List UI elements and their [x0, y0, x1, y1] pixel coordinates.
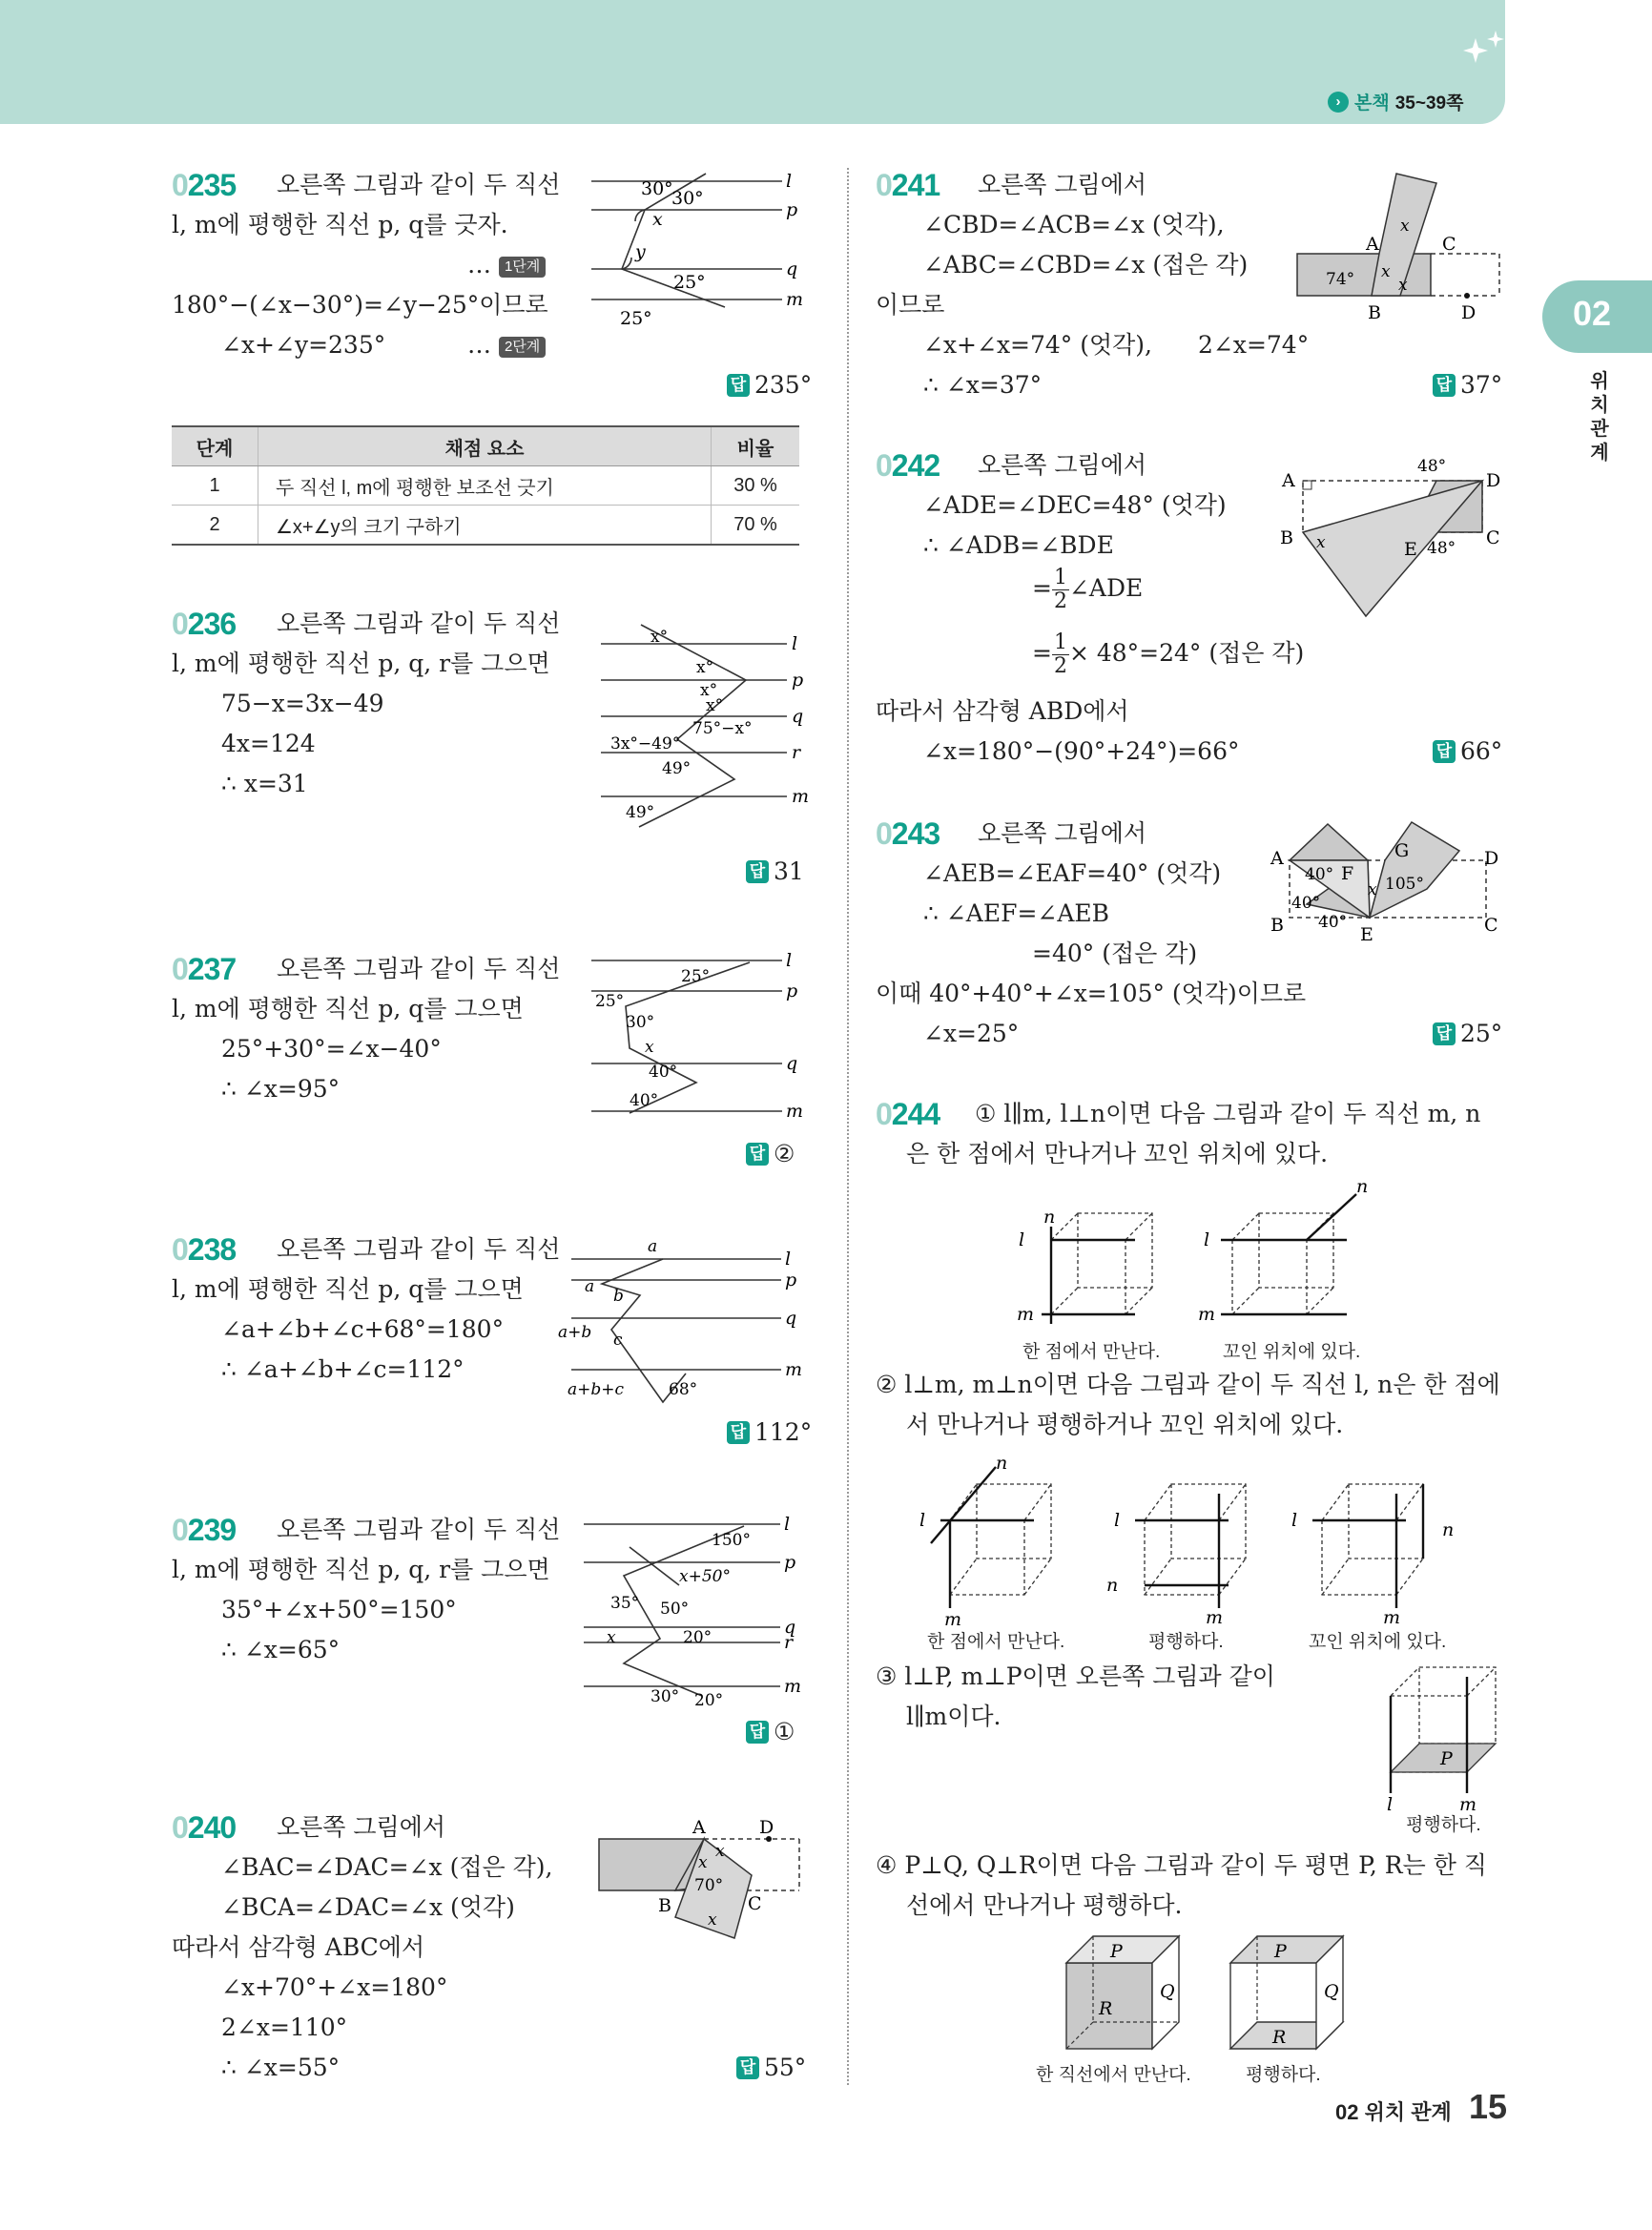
p241-line-7: ∴ ∠x=37°	[923, 371, 1043, 399]
p244-cube-2a	[916, 1453, 1078, 1630]
p235-line-4: ∠x+∠y=235°	[221, 331, 386, 359]
p242-line-7: ∠x=180°−(90°+24°)=66°	[923, 737, 1240, 765]
column-divider	[847, 168, 849, 2085]
answer-icon: 답	[746, 1143, 769, 1166]
svg-text:l: l	[919, 1510, 926, 1531]
svg-text:P: P	[1274, 1941, 1287, 1962]
problem-number-0241: 0241	[876, 168, 940, 202]
p240-line-2: ∠BAC=∠DAC=∠x (접은 각),	[221, 1853, 553, 1881]
svg-text:l: l	[1019, 1229, 1025, 1250]
svg-text:q: q	[786, 1053, 798, 1074]
svg-text:p: p	[785, 1270, 797, 1291]
p243-line-3: ∴ ∠AEF=∠AEB	[923, 899, 1110, 927]
svg-text:x: x	[607, 1628, 616, 1647]
svg-text:c: c	[613, 1331, 623, 1350]
p236-line-1: 오른쪽 그림과 같이 두 직선	[277, 609, 561, 637]
p235-answer: 답 235°	[727, 370, 812, 401]
svg-text:x: x	[708, 1910, 717, 1930]
p240-line-1: 오른쪽 그림에서	[277, 1813, 445, 1841]
p243-line-1: 오른쪽 그림에서	[978, 819, 1146, 847]
problem-number-0243: 0243	[876, 816, 940, 851]
svg-text:m: m	[786, 1101, 804, 1122]
p241-line-4: 이므로	[876, 291, 945, 319]
problem-number-0242: 0242	[876, 448, 940, 483]
svg-text:b: b	[613, 1287, 624, 1306]
svg-text:75°−x°: 75°−x°	[692, 719, 753, 738]
svg-text:p: p	[792, 670, 804, 691]
svg-text:x: x	[1381, 262, 1391, 281]
answer-icon: 답	[1433, 1022, 1456, 1045]
problem-number-0244: 0244	[876, 1097, 940, 1131]
problem-number-0240: 0240	[172, 1810, 237, 1845]
p244-item4-line1: ④ P⊥Q, Q⊥R이면 다음 그림과 같이 두 평면 P, R는 한 직	[876, 1851, 1487, 1879]
p236-line-4: 4x=124	[221, 730, 316, 757]
svg-text:x°: x°	[706, 696, 724, 715]
svg-text:l: l	[785, 1249, 792, 1270]
svg-text:x: x	[1368, 880, 1377, 899]
svg-text:q: q	[785, 1308, 797, 1329]
svg-text:l: l	[786, 171, 793, 192]
chapter-tab-number: 02	[1573, 294, 1612, 333]
svg-text:m: m	[784, 1676, 802, 1697]
svg-text:m: m	[792, 786, 810, 807]
p236-figure	[582, 615, 811, 830]
p242-line-6: 따라서 삼각형 ABD에서	[876, 697, 1129, 725]
p235-line-1: 오른쪽 그림과 같이 두 직선	[277, 171, 561, 198]
p242-line-1: 오른쪽 그림에서	[978, 451, 1146, 479]
svg-text:A: A	[692, 1817, 706, 1838]
svg-text:D: D	[1484, 848, 1499, 869]
svg-text:l: l	[1204, 1229, 1210, 1250]
svg-text:Q: Q	[1324, 1981, 1339, 2002]
p240-line-7: ∴ ∠x=55°	[221, 2054, 341, 2081]
svg-text:P: P	[1110, 1941, 1123, 1962]
answer-icon: 답	[736, 2056, 759, 2079]
p237-line-3: 25°+30°=∠x−40°	[221, 1035, 442, 1063]
svg-text:3x°−49°: 3x°−49°	[610, 734, 681, 754]
p244-item2-line2: 서 만나거나 평행하거나 꼬인 위치에 있다.	[906, 1411, 1344, 1438]
p244-item1-line1: ① l∥m, l⊥n이면 다음 그림과 같이 두 직선 m, n	[975, 1100, 1481, 1127]
p236-line-5: ∴ x=31	[221, 770, 308, 797]
svg-text:x+50°: x+50°	[679, 1567, 731, 1586]
svg-text:l: l	[1291, 1510, 1298, 1531]
svg-text:40°: 40°	[1318, 913, 1348, 932]
p237-line-4: ∴ ∠x=95°	[221, 1075, 341, 1103]
p244-cap1-a: 한 점에서 만난다.	[1022, 1342, 1161, 1362]
svg-text:m: m	[1459, 1794, 1477, 1815]
svg-text:35°: 35°	[610, 1594, 640, 1613]
p244-cube-2c	[1284, 1465, 1465, 1627]
p244-cube-1a	[1015, 1198, 1187, 1332]
svg-text:r: r	[792, 742, 801, 763]
p239-line-3: 35°+∠x+50°=150°	[221, 1596, 457, 1623]
p235-step-1: … 1단계	[467, 250, 546, 280]
p241-answer: 답 37°	[1433, 370, 1502, 401]
svg-text:x°: x°	[650, 628, 669, 647]
svg-text:49°: 49°	[662, 759, 692, 778]
svg-text:p: p	[784, 1552, 796, 1573]
problem-number-0236: 0236	[172, 607, 237, 641]
p241-line-6: 2∠x=74°	[1198, 331, 1310, 359]
svg-text:x: x	[698, 1853, 708, 1872]
p242-answer: 답 66°	[1433, 736, 1502, 767]
p238-line-4: ∴ ∠a+∠b+∠c=112°	[221, 1355, 465, 1383]
p243-line-5: 이때 40°+40°+∠x=105° (엇각)이므로	[876, 980, 1307, 1007]
p244-item1-line2: 은 한 점에서 만나거나 꼬인 위치에 있다.	[906, 1140, 1329, 1167]
svg-text:C: C	[1484, 915, 1498, 936]
svg-text:x: x	[1400, 217, 1410, 236]
p243-figure	[1269, 816, 1507, 960]
svg-text:n: n	[1043, 1207, 1056, 1228]
p240-line-4: 따라서 삼각형 ABC에서	[172, 1933, 425, 1961]
p244-cap4-a: 한 직선에서 만난다.	[1036, 2065, 1191, 2085]
p244-item3-line1: ③ l⊥P, m⊥P이면 오른쪽 그림과 같이	[876, 1662, 1275, 1690]
svg-text:40°: 40°	[649, 1063, 678, 1082]
problem-number-0239: 0239	[172, 1513, 237, 1547]
svg-text:x: x	[1316, 533, 1326, 552]
p237-line-2: l, m에 평행한 직선 p, q를 그으면	[172, 995, 524, 1022]
svg-text:25°: 25°	[673, 272, 706, 293]
svg-text:x: x	[652, 209, 663, 230]
p244-item4-line2: 선에서 만나거나 평행하다.	[906, 1891, 1183, 1919]
svg-text:40°: 40°	[1291, 894, 1321, 913]
svg-text:l: l	[1114, 1510, 1121, 1531]
svg-text:G: G	[1394, 840, 1410, 861]
svg-text:p: p	[786, 981, 798, 1001]
p240-line-6: 2∠x=110°	[221, 2013, 348, 2041]
svg-text:A: A	[1270, 848, 1284, 869]
footer-chapter: 02 위치 관계	[1335, 2100, 1452, 2124]
svg-text:20°: 20°	[683, 1628, 712, 1647]
p244-cap1-b: 꼬인 위치에 있다.	[1223, 1342, 1361, 1362]
p239-line-2: l, m에 평행한 직선 p, q, r를 그으면	[172, 1556, 550, 1583]
p239-answer: 답 ①	[746, 1717, 795, 1747]
svg-text:70°: 70°	[694, 1876, 724, 1895]
svg-text:F: F	[1341, 863, 1354, 884]
p244-item2-line1: ② l⊥m, m⊥n이면 다음 그림과 같이 두 직선 l, n은 한 점에	[876, 1371, 1500, 1398]
svg-text:C: C	[748, 1893, 762, 1914]
svg-text:n: n	[996, 1453, 1008, 1474]
svg-text:m: m	[944, 1609, 962, 1630]
svg-text:D: D	[759, 1817, 774, 1838]
p241-figure	[1288, 162, 1507, 324]
p243-line-4: =40° (접은 각)	[1032, 939, 1198, 967]
svg-text:74°: 74°	[1326, 270, 1355, 289]
p238-line-1: 오른쪽 그림과 같이 두 직선	[277, 1235, 561, 1263]
svg-text:x°: x°	[700, 681, 718, 700]
p238-line-2: l, m에 평행한 직선 p, q를 그으면	[172, 1275, 524, 1303]
svg-text:40°: 40°	[1305, 865, 1334, 884]
p236-line-2: l, m에 평행한 직선 p, q, r를 그으면	[172, 650, 550, 677]
p236-line-3: 75−x=3x−49	[221, 690, 384, 717]
svg-text:q: q	[784, 1617, 796, 1638]
svg-text:48°: 48°	[1417, 457, 1447, 476]
problem-number-0235: 0235	[172, 168, 237, 202]
svg-text:105°: 105°	[1385, 875, 1424, 894]
svg-text:n: n	[1106, 1575, 1119, 1596]
p238-line-3: ∠a+∠b+∠c+68°=180°	[221, 1315, 505, 1343]
p242-line-4: = $\frac{1}{2}$ ∠ADE	[1032, 566, 1144, 613]
svg-text:30°: 30°	[671, 188, 704, 209]
svg-text:B: B	[1280, 527, 1293, 548]
p239-line-1: 오른쪽 그림과 같이 두 직선	[277, 1516, 561, 1543]
svg-text:D: D	[1486, 470, 1501, 491]
p244-cap2-c: 꼬인 위치에 있다.	[1309, 1632, 1447, 1652]
table-row: 2 ∠x+∠y의 크기 구하기 70 %	[172, 506, 799, 546]
svg-text:a+b+c: a+b+c	[568, 1380, 625, 1399]
svg-text:30°: 30°	[641, 178, 673, 199]
p237-line-1: 오른쪽 그림과 같이 두 직선	[277, 955, 561, 982]
svg-text:m: m	[1383, 1607, 1401, 1628]
svg-text:l: l	[786, 950, 793, 971]
p241-line-1: 오른쪽 그림에서	[978, 171, 1146, 198]
svg-text:30°: 30°	[626, 1013, 655, 1032]
p240-figure	[591, 1812, 801, 1979]
svg-text:m: m	[1206, 1607, 1224, 1628]
svg-text:A: A	[1366, 234, 1379, 255]
svg-text:150°: 150°	[712, 1531, 751, 1550]
p238-figure	[558, 1230, 801, 1407]
p241-line-3: ∠ABC=∠CBD=∠x (접은 각)	[923, 251, 1249, 279]
svg-text:m: m	[786, 289, 804, 310]
svg-text:25°: 25°	[620, 308, 652, 329]
svg-text:20°: 20°	[694, 1691, 724, 1710]
svg-text:r: r	[784, 1632, 794, 1653]
p243-line-2: ∠AEB=∠EAF=40° (엇각)	[923, 859, 1222, 887]
svg-text:E: E	[1404, 539, 1417, 560]
p244-cap4-b: 평행하다.	[1246, 2065, 1321, 2085]
svg-text:q: q	[786, 258, 798, 279]
svg-text:E: E	[1360, 924, 1373, 945]
svg-text:D: D	[1461, 302, 1476, 323]
page-number: 15	[1469, 2087, 1508, 2126]
chapter-tab-title: 위치 관계	[1590, 371, 1609, 464]
ref-pages: 35~39쪽	[1394, 93, 1464, 114]
p242-line-5: = $\frac{1}{2}$ × 48°=24° (접은 각)	[1032, 630, 1305, 678]
p235-line-2: l, m에 평행한 직선 p, q를 긋자.	[172, 211, 508, 238]
svg-text:n: n	[1442, 1519, 1455, 1540]
svg-text:l: l	[784, 1514, 791, 1535]
svg-text:R: R	[1272, 2027, 1287, 2048]
problem-number-0238: 0238	[172, 1232, 237, 1267]
problem-number-0237: 0237	[172, 952, 237, 986]
svg-text:x: x	[715, 1842, 725, 1861]
svg-text:30°: 30°	[650, 1687, 680, 1706]
svg-text:a: a	[585, 1277, 595, 1296]
p244-cap3: 평행하다.	[1406, 1815, 1481, 1835]
scoring-table: 단계 채점 요소 비율 1 두 직선 l, m에 평행한 보조선 긋기 30 % 2 ∠x+∠y의 크기 구하기 70 %	[172, 425, 799, 546]
p244-cube-4b	[1223, 1927, 1356, 2060]
answer-icon: 답	[746, 1721, 769, 1744]
p235-figure	[572, 162, 804, 334]
svg-text:R: R	[1099, 1998, 1113, 2019]
p240-answer: 답 55°	[736, 2053, 806, 2083]
svg-text:n: n	[1356, 1176, 1369, 1197]
arrow-right-icon: ›	[1328, 92, 1349, 113]
answer-icon: 답	[1433, 740, 1456, 763]
svg-text:P: P	[1440, 1748, 1453, 1769]
p242-line-3: ∴ ∠ADB=∠BDE	[923, 531, 1114, 559]
p237-figure	[572, 949, 804, 1125]
svg-text:25°: 25°	[681, 967, 711, 986]
svg-text:a: a	[648, 1237, 658, 1256]
svg-text:Q: Q	[1160, 1981, 1175, 2002]
header-band	[0, 0, 1505, 124]
p241-line-2: ∠CBD=∠ACB=∠x (엇각),	[923, 211, 1225, 238]
svg-text:m: m	[785, 1359, 803, 1380]
p240-line-5: ∠x+70°+∠x=180°	[221, 1973, 448, 2001]
svg-text:B: B	[1368, 302, 1381, 323]
answer-icon: 답	[746, 860, 769, 883]
svg-text:x: x	[1398, 276, 1408, 295]
answer-icon: 답	[1433, 374, 1456, 397]
svg-text:B: B	[658, 1895, 671, 1916]
answer-icon: 답	[727, 1421, 750, 1444]
svg-text:50°: 50°	[660, 1600, 690, 1619]
svg-text:m: m	[1017, 1304, 1035, 1325]
p240-line-3: ∠BCA=∠DAC=∠x (엇각)	[221, 1893, 515, 1921]
svg-text:C: C	[1486, 527, 1500, 548]
svg-text:A: A	[1282, 470, 1295, 491]
p239-figure	[572, 1509, 801, 1709]
p236-answer: 답 31	[746, 857, 804, 887]
p241-line-5: ∠x+∠x=74° (엇각),	[923, 331, 1152, 359]
ref-book: 본책	[1354, 93, 1390, 114]
p238-answer: 답 112°	[727, 1417, 812, 1448]
p244-cube-2b	[1106, 1465, 1269, 1627]
svg-text:p: p	[786, 199, 798, 220]
svg-text:l: l	[1387, 1794, 1394, 1815]
sparkle-icon	[1464, 31, 1506, 65]
p244-item3-line2: l∥m이다.	[906, 1703, 1002, 1730]
p235-step-2: … 2단계	[467, 330, 546, 361]
svg-text:C: C	[1442, 234, 1456, 255]
p242-line-2: ∠ADE=∠DEC=48° (엇각)	[923, 491, 1227, 519]
p244-cap2-a: 한 점에서 만난다.	[927, 1632, 1065, 1652]
svg-text:x: x	[645, 1038, 654, 1057]
p244-cube-3	[1373, 1652, 1517, 1814]
svg-text:40°: 40°	[630, 1091, 659, 1110]
svg-text:y: y	[635, 241, 646, 262]
answer-icon: 답	[727, 374, 750, 397]
svg-text:B: B	[1270, 915, 1284, 936]
svg-text:a+b: a+b	[558, 1323, 592, 1342]
svg-text:l: l	[792, 633, 798, 654]
book-page-reference	[1328, 89, 1463, 114]
p239-line-4: ∴ ∠x=65°	[221, 1636, 341, 1663]
p235-line-3: 180°−(∠x−30°)=∠y−25°이므로	[172, 291, 548, 319]
p244-cube-1b	[1194, 1176, 1375, 1332]
svg-text:q: q	[792, 706, 804, 727]
svg-text:49°: 49°	[626, 803, 655, 822]
p242-figure	[1274, 448, 1507, 625]
p237-answer: 답 ②	[746, 1139, 795, 1169]
svg-text:m: m	[1198, 1304, 1216, 1325]
p243-line-6: ∠x=25°	[923, 1020, 1020, 1047]
svg-text:68°: 68°	[669, 1380, 698, 1399]
p244-cap2-b: 평행하다.	[1148, 1632, 1224, 1652]
p244-cube-4a	[1059, 1927, 1192, 2060]
svg-text:x°: x°	[696, 658, 714, 677]
p243-answer: 답 25°	[1433, 1019, 1502, 1049]
svg-text:48°: 48°	[1427, 539, 1456, 558]
table-row: 1 두 직선 l, m에 평행한 보조선 긋기 30 %	[172, 466, 799, 506]
svg-text:25°: 25°	[595, 992, 625, 1011]
